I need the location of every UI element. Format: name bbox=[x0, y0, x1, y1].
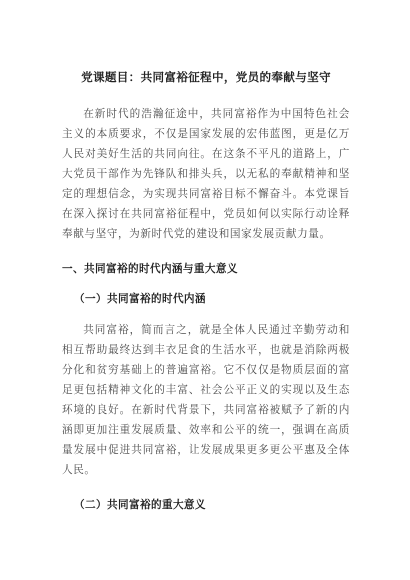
document-title: 党课题目：共同富裕征程中，党员的奉献与坚守 bbox=[81, 70, 331, 84]
section-heading-1: 一、共同富裕的时代内涵与重大意义 bbox=[62, 263, 238, 275]
intro-paragraph: 在新时代的浩瀚征途中，共同富裕作为中国特色社会主义的本质要求，不仅是国家发展的宏伟蓝图，更是亿万人民对美好生活的共同向往。在这条不平凡的道路上，广大党员干部作为先锋队和排头兵，以无私的奉献精神和坚定的理想信念，为实现共同富裕目标不懈奋斗。本党课旨在深入探讨在共同富裕征程中，党员如何以实际行动诠释奉献与坚守，为新时代党的建设和国家发展贡献力量。 bbox=[62, 108, 350, 240]
subsection-heading-1: （一）共同富裕的时代内涵 bbox=[74, 293, 206, 305]
subsection-heading-2: （二）共同富裕的重大意义 bbox=[74, 499, 206, 511]
subsection-1-paragraph: 共同富裕，简而言之，就是全体人民通过辛勤劳动和相互帮助最终达到丰衣足食的生活水平，也就是消除两极分化和贫穷基础上的普遍富裕。它不仅仅是物质层面的富足更包括精神文化的丰富、社会公平正义的实现以及生态环境的良好。在新时代背景下，共同富裕被赋予了新的内涵即更加注重发展质量、效率和公平的统一，强调在高质量发展中促进共同富裕，让发展成果更多更公平惠及全体人民。 bbox=[62, 324, 350, 476]
